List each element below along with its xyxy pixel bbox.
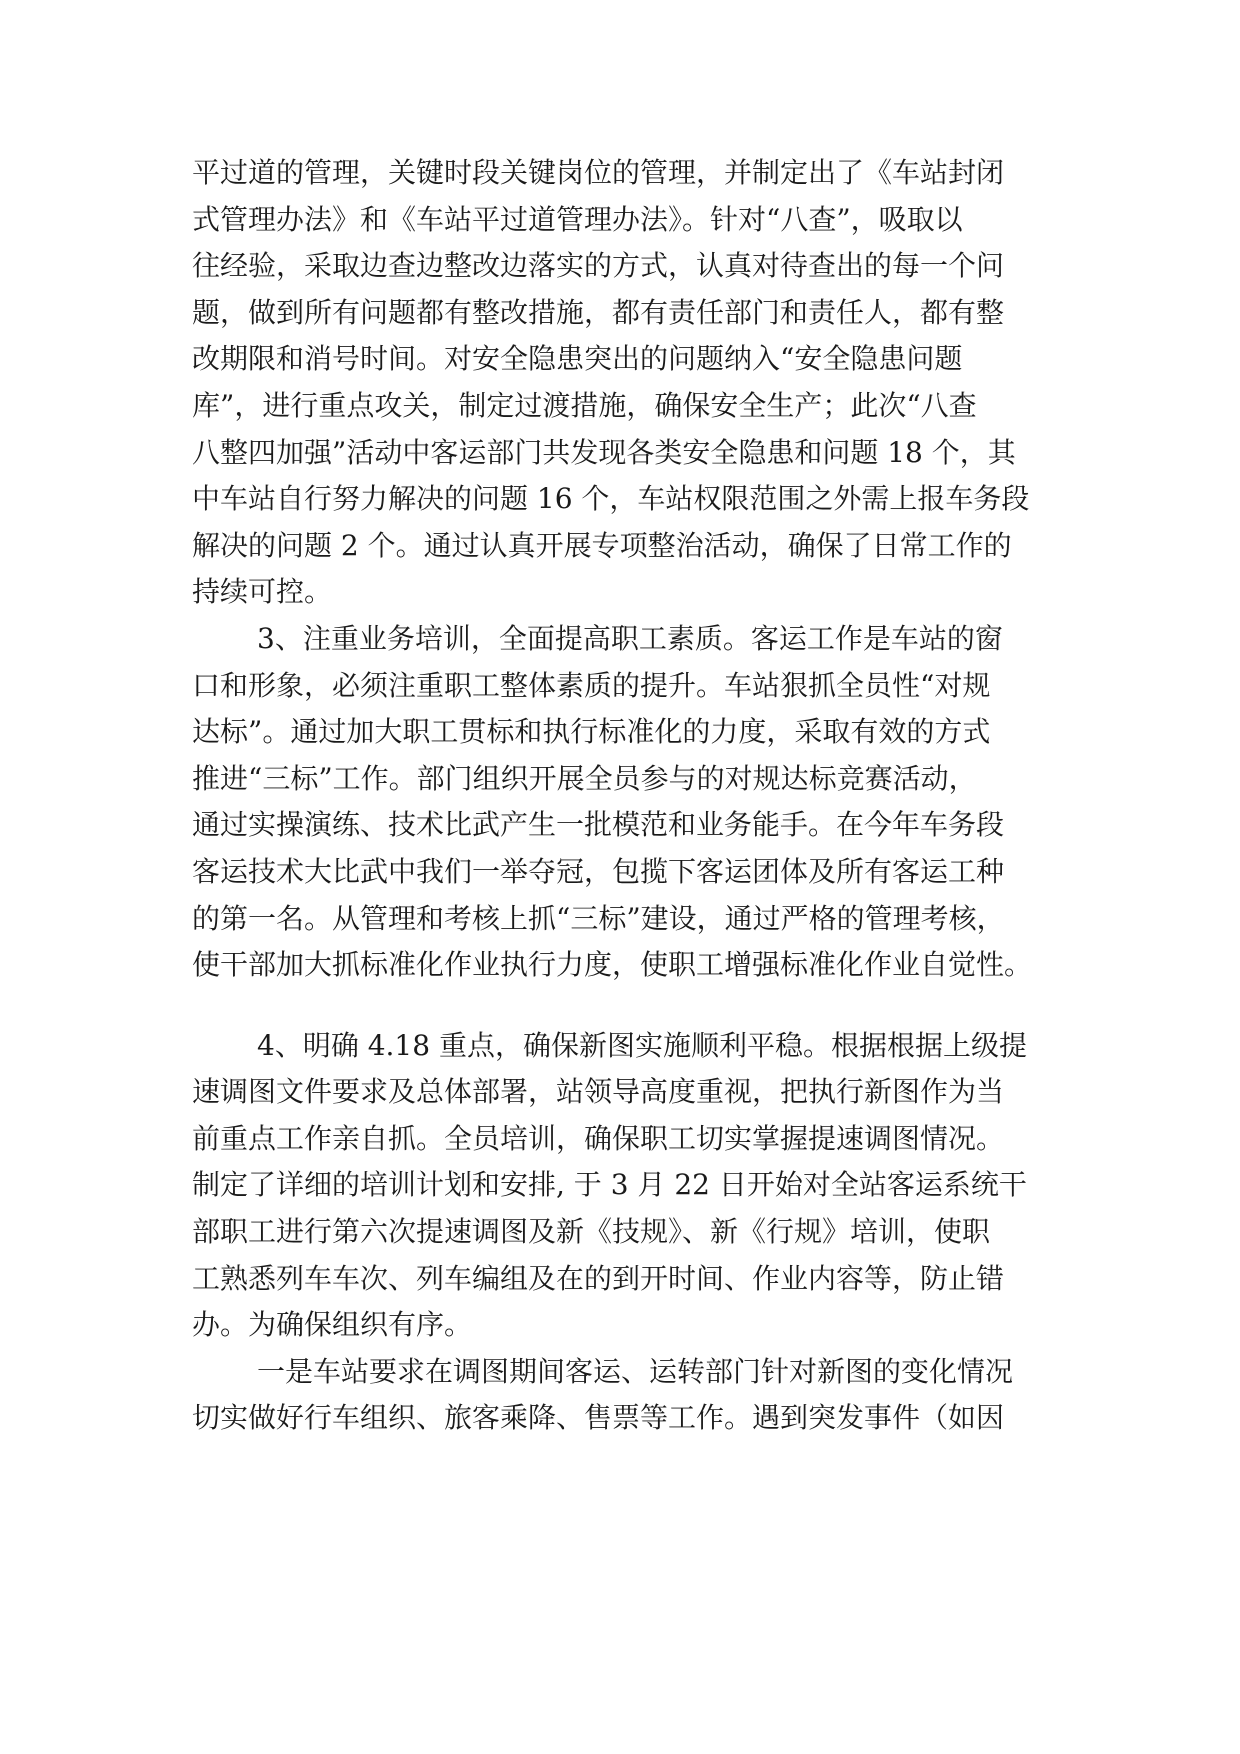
text-line: 部职工进行第六次提速调图及新《技规》、新《行规》培训，使职 [192,1215,991,1249]
text-line: 一是车站要求在调图期间客运、运转部门针对新图的变化情况 [257,1354,1014,1388]
text-line: 持续可控。 [192,575,333,609]
text-line: 4、明确 4.18 重点，确保新图实施顺利平稳。根据根据上级提 [257,1028,1027,1062]
text-line: 口和形象，必须注重职工整体素质的提升。车站狠抓全员性“对规 [192,668,991,702]
text-line: 中车站自行努力解决的问题 16 个，车站权限范围之外需上报车务段 [192,482,1030,516]
paragraph-2 [192,616,1056,989]
paragraph-1 [192,150,1056,616]
text-line: 制定了详细的培训计划和安排, 于 3 月 22 日开始对全站客运系统干 [192,1168,1027,1202]
document-body [192,150,1056,1442]
text-line: 前重点工作亲自抓。全员培训，确保职工切实掌握提速调图情况。 [192,1121,1005,1155]
text-line: 平过道的管理，关键时段关键岗位的管理，并制定出了《车站封闭 [192,156,1005,189]
text-line: 推进“三标”工作。部门组织开展全员参与的对规达标竞赛活动， [192,761,977,795]
text-line: 使干部加大抓标准化作业执行力度，使职工增强标准化作业自觉性。 [192,948,1033,982]
text-line: 题，做到所有问题都有整改措施，都有责任部门和责任人，都有整 [192,295,1005,329]
text-line: 改期限和消号时间。对安全隐患突出的问题纳入“安全隐患问题 [192,342,963,376]
text-line: 切实做好行车组织、旅客乘降、售票等工作。遇到突发事件（如因 [192,1401,1005,1435]
paragraph-3 [192,1023,1056,1349]
text-line: 客运技术大比武中我们一举夺冠，包揽下客运团体及所有客运工种 [192,854,1005,888]
text-line: 往经验，采取边查边整改边落实的方式，认真对待查出的每一个问 [192,249,1005,283]
paragraph-4 [192,1349,1056,1442]
text-line: 速调图文件要求及总体部署，站领导高度重视，把执行新图作为当 [192,1075,1005,1109]
text-line: 通过实操演练、技术比武产生一批模范和业务能手。在今年车务段 [192,808,1005,842]
text-line: 达标”。通过加大职工贯标和执行标准化的力度，采取有效的方式 [192,715,991,749]
text-line: 解决的问题 2 个。通过认真开展专项整治活动，确保了日常工作的 [192,528,1012,562]
paragraph-gap [192,989,1056,1023]
text-line: 工熟悉列车车次、列车编组及在的到开时间、作业内容等，防止错 [192,1261,1005,1295]
text-line: 的第一名。从管理和考核上抓“三标”建设，通过严格的管理考核， [192,901,1005,935]
text-line: 库”，进行重点攻关，制定过渡措施，确保安全生产；此次“八查 [192,388,977,422]
text-line: 3、注重业务培训，全面提高职工素质。客运工作是车站的窗 [257,621,1003,655]
text-line: 办。为确保组织有序。 [192,1308,473,1342]
text-line: 八整四加强”活动中客运部门共发现各类安全隐患和问题 18 个，其 [192,435,1016,469]
text-line: 式管理办法》和《车站平过道管理办法》。针对“八查”，吸取以 [192,202,963,236]
